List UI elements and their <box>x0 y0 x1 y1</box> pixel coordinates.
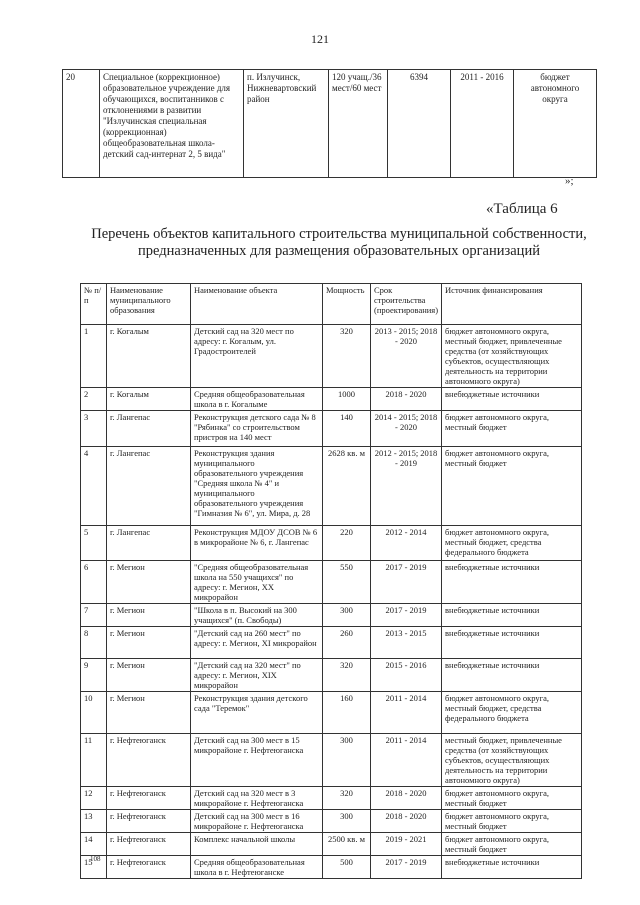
cell-municipality: г. Мегион <box>107 604 191 627</box>
cell-period: 2014 - 2015; 2018 - 2020 <box>371 411 442 447</box>
capital-construction-table <box>80 283 582 879</box>
cell-municipality: г. Нефтеюганск <box>107 810 191 833</box>
table-heading <box>84 226 594 260</box>
header-period: Срок строительства (проектирования) <box>371 284 442 325</box>
table-row <box>81 604 582 627</box>
table-header-row <box>81 284 582 325</box>
cell-num: 5 <box>81 526 107 561</box>
cell-capacity: 550 <box>323 561 371 604</box>
cell-object: Средняя общеобразовательная школа в г. Когалыме <box>191 388 323 411</box>
cell-municipality: г. Мегион <box>107 692 191 734</box>
page-number: 121 <box>311 32 329 46</box>
cell-source: внебюджетные источники <box>442 856 582 879</box>
table-row <box>81 692 582 734</box>
cell-source: бюджет автономного округа, местный бюджет, средства федерального бюджета <box>442 526 582 561</box>
header-capacity: Мощность <box>323 284 371 325</box>
cell-num: 10 <box>81 692 107 734</box>
cell-capacity: 300 <box>323 734 371 787</box>
cell-object: Реконструкция МДОУ ДСОВ № 6 в микрорайоне № 6, г. Лангепас <box>191 526 323 561</box>
cell-capacity: 320 <box>323 787 371 810</box>
cell-period: 2019 - 2021 <box>371 833 442 856</box>
heading-line-1: Перечень объектов капитального строительства муниципальной собственности, <box>91 226 587 242</box>
footer-mark: 108 <box>90 855 101 863</box>
cell-capacity: 320 <box>323 659 371 692</box>
cell-source: местный бюджет, привлеченные средства (от хозяйствующих субъектов, осуществляющих деятельность на территории автономного округа) <box>442 734 582 787</box>
previous-table-fragment <box>62 69 597 178</box>
cell-source: бюджет автономного округа, местный бюджет <box>442 833 582 856</box>
cell-period: 2012 - 2014 <box>371 526 442 561</box>
cell-period: 2017 - 2019 <box>371 604 442 627</box>
cell-num: 2 <box>81 388 107 411</box>
table-row <box>81 833 582 856</box>
cell-municipality: г. Когалым <box>107 388 191 411</box>
cell-municipality: г. Нефтеюганск <box>107 833 191 856</box>
cell-period: 2013 - 2015 <box>371 627 442 659</box>
cell-period: 2011 - 2016 <box>451 70 514 178</box>
cell-capacity: 260 <box>323 627 371 659</box>
cell-source: бюджет автономного округа <box>514 70 597 178</box>
cell-num: 11 <box>81 734 107 787</box>
cell-source: внебюджетные источники <box>442 561 582 604</box>
cell-period: 2017 - 2019 <box>371 856 442 879</box>
table-row <box>81 526 582 561</box>
cell-period: 2011 - 2014 <box>371 734 442 787</box>
cell-capacity: 300 <box>323 604 371 627</box>
cell-object: Реконструкция здания муниципального образовательного учреждения "Средняя школа № 4" и муниципального образовательного учреждения "Гимназия № 6", ул. Мира, д. 28 <box>191 447 323 526</box>
table-row <box>81 561 582 604</box>
table-row <box>81 325 582 388</box>
cell-municipality: г. Мегион <box>107 627 191 659</box>
cell-object: "Средняя общеобразовательная школа на 550 учащихся" по адресу: г. Мегион, XX микрорайон <box>191 561 323 604</box>
cell-capacity: 140 <box>323 411 371 447</box>
cell-source: внебюджетные источники <box>442 388 582 411</box>
cell-period: 2018 - 2020 <box>371 787 442 810</box>
cell-object: Детский сад на 300 мест в 16 микрорайоне г. Нефтеюганска <box>191 810 323 833</box>
table-row <box>63 70 597 178</box>
cell-num: 15 <box>81 856 107 879</box>
cell-source: бюджет автономного округа, местный бюджет <box>442 447 582 526</box>
cell-num: 20 <box>63 70 100 178</box>
cell-municipality: г. Лангепас <box>107 447 191 526</box>
cell-object: Детский сад на 300 мест в 15 микрорайоне г. Нефтеюганска <box>191 734 323 787</box>
cell-capacity: 1000 <box>323 388 371 411</box>
cell-num: 8 <box>81 627 107 659</box>
table-row <box>81 787 582 810</box>
cell-object: Детский сад на 320 мест в 3 микрорайоне г. Нефтеюганска <box>191 787 323 810</box>
cell-municipality: г. Нефтеюганск <box>107 856 191 879</box>
closing-quote-mark: »; <box>565 175 574 187</box>
table-row <box>81 734 582 787</box>
cell-num: 12 <box>81 787 107 810</box>
cell-capacity: 160 <box>323 692 371 734</box>
table-row <box>81 659 582 692</box>
cell-source: внебюджетные источники <box>442 659 582 692</box>
cell-municipality: г. Лангепас <box>107 526 191 561</box>
cell-municipality: г. Мегион <box>107 561 191 604</box>
heading-line-2: предназначенных для размещения образовательных организаций <box>138 243 540 259</box>
cell-source: бюджет автономного округа, местный бюджет <box>442 411 582 447</box>
cell-source: бюджет автономного округа, местный бюджет, средства федерального бюджета <box>442 692 582 734</box>
cell-municipality: г. Нефтеюганск <box>107 787 191 810</box>
cell-num: 13 <box>81 810 107 833</box>
table-row <box>81 627 582 659</box>
cell-capacity: 2628 кв. м <box>323 447 371 526</box>
header-municipality: Наименование муниципального образования <box>107 284 191 325</box>
cell-object: "Школа в п. Высокий на 300 учащихся" (п. Свободы) <box>191 604 323 627</box>
cell-location: п. Излучинск, Нижневартовский район <box>244 70 329 178</box>
cell-object: Средняя общеобразовательная школа в г. Нефтеюганске <box>191 856 323 879</box>
table-row <box>81 388 582 411</box>
cell-capacity: 300 <box>323 810 371 833</box>
cell-period: 2018 - 2020 <box>371 810 442 833</box>
cell-num: 3 <box>81 411 107 447</box>
header-num: № п/п <box>81 284 107 325</box>
table-row <box>81 810 582 833</box>
table-row <box>81 447 582 526</box>
cell-municipality: г. Лангепас <box>107 411 191 447</box>
cell-municipality: г. Когалым <box>107 325 191 388</box>
cell-source: внебюджетные источники <box>442 604 582 627</box>
cell-period: 2017 - 2019 <box>371 561 442 604</box>
cell-period: 2018 - 2020 <box>371 388 442 411</box>
cell-source: бюджет автономного округа, местный бюджет <box>442 810 582 833</box>
cell-object: Комплекс начальной школы <box>191 833 323 856</box>
cell-capacity: 2500 кв. м <box>323 833 371 856</box>
cell-source: бюджет автономного округа, местный бюджет, привлеченные средства (от хозяйствующих субъектов, осуществляющих деятельность на территории автономного округа) <box>442 325 582 388</box>
header-object: Наименование объекта <box>191 284 323 325</box>
cell-source: внебюджетные источники <box>442 627 582 659</box>
cell-cost: 6394 <box>388 70 451 178</box>
cell-object: Реконструкция детского сада № 8 "Рябинка" со строительством пристроя на 140 мест <box>191 411 323 447</box>
cell-object: "Детский сад на 260 мест" по адресу: г. Мегион, XI микрорайон <box>191 627 323 659</box>
cell-capacity: 120 учащ./36 мест/60 мест <box>329 70 388 178</box>
cell-object: Реконструкция здания детского сада "Теремок" <box>191 692 323 734</box>
cell-num: 14 <box>81 833 107 856</box>
cell-name: Специальное (коррекционное) образовательное учреждение для обучающихся, воспитанников с отклонениями в развитии "Излучинская специальная (коррекционная) общеобразовательная школа-детский сад-интернат 2, 5 вида" <box>100 70 244 178</box>
cell-object: "Детский сад на 320 мест" по адресу: г. Мегион, XIX микрорайон <box>191 659 323 692</box>
cell-municipality: г. Нефтеюганск <box>107 734 191 787</box>
cell-municipality: г. Мегион <box>107 659 191 692</box>
cell-period: 2011 - 2014 <box>371 692 442 734</box>
cell-num: 6 <box>81 561 107 604</box>
cell-period: 2012 - 2015; 2018 - 2019 <box>371 447 442 526</box>
cell-num: 9 <box>81 659 107 692</box>
cell-num: 1 <box>81 325 107 388</box>
table-row <box>81 856 582 879</box>
cell-capacity: 500 <box>323 856 371 879</box>
cell-source: бюджет автономного округа, местный бюджет <box>442 787 582 810</box>
cell-num: 4 <box>81 447 107 526</box>
cell-num: 7 <box>81 604 107 627</box>
table-label: «Таблица 6 <box>486 201 558 217</box>
cell-capacity: 320 <box>323 325 371 388</box>
cell-period: 2013 - 2015; 2018 - 2020 <box>371 325 442 388</box>
cell-period: 2015 - 2016 <box>371 659 442 692</box>
header-source: Источник финансирования <box>442 284 582 325</box>
cell-object: Детский сад на 320 мест по адресу: г. Когалым, ул. Градостроителей <box>191 325 323 388</box>
table-row <box>81 411 582 447</box>
cell-capacity: 220 <box>323 526 371 561</box>
